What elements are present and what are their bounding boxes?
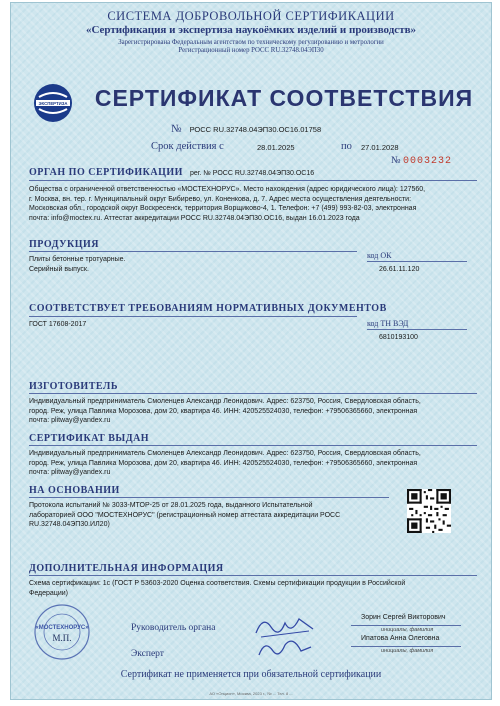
svg-text:М.П.: М.П.: [52, 633, 72, 643]
organ-line: Общества с ограниченной ответственностью «МОСТЕХНОРУС». Место нахождения (адрес юридического лица): 127560,: [29, 186, 426, 193]
expert-signature: [251, 629, 321, 665]
valid-to: 27.01.2028: [361, 143, 399, 152]
expert-label: Эксперт: [131, 649, 164, 659]
organ-details: [29, 185, 479, 223]
basis-details: [29, 501, 389, 530]
system-subtitle: «Сертификация и экспертиза наукоёмких изделий и производств»: [85, 24, 417, 36]
additional-line: Федерации): [29, 589, 68, 597]
signature-underline: [351, 646, 461, 647]
issued-to-line: город. Реж, улица Павлика Морозова, дом 20, квартира 46. ИНН: 420525524030, телефон: +79506365660, электронная: [29, 459, 418, 467]
expert-caption: инициалы, фамилия: [381, 648, 434, 654]
expertise-logo-icon: [33, 83, 73, 123]
printer-imprint: АО «Опцион», Москва, 2023 г., № ... Тел. 8 ...: [209, 691, 293, 696]
divider: [367, 261, 467, 262]
validity-label: Срок действия с: [151, 141, 224, 152]
footer-note: Сертификат не применяется при обязательной сертификации: [120, 669, 382, 680]
signature-underline: [351, 625, 461, 626]
head-name: Зорин Сергей Викторович: [361, 614, 446, 621]
issued-to-line: почта: plitway@yandex.ru: [29, 469, 111, 477]
organ-line: Московская обл., городской округ Воскресенск, территория Ворщиково-4, 1. Телефон: +7 (499) 993-82-03, электронная: [29, 205, 417, 213]
additional-line: Схема сертификации: 1с (ГОСТ Р 53603-2020 Оценка соответствия. Схемы сертификации продукции в Российской: [29, 580, 406, 587]
serial-value: 0003232: [403, 156, 453, 167]
serial-number: [391, 155, 452, 167]
divider: [29, 251, 357, 252]
certificate-number-row: [171, 123, 321, 135]
tnved-value: 6810193100: [379, 334, 418, 341]
tnved-caption: код ТН ВЭД: [367, 319, 409, 328]
manufacturer-section-title: ИЗГОТОВИТЕЛЬ: [29, 381, 118, 392]
manufacturer-line: почта: plitway@yandex.ru: [29, 417, 111, 425]
additional-details: [29, 579, 479, 598]
manufacturer-line: Индивидуальный предприниматель Смоленцев Александр Леонидович. Адрес: 623750, Россия, Свердловская область,: [29, 398, 421, 405]
organization-stamp: [33, 603, 91, 661]
organ-line: г. Москва, вн. тер. г. Муниципальный округ Бибирево, ул. Коненкова, д. 7. Адрес места осуществления деятельности:: [29, 195, 412, 203]
certificate-number: РОСС RU.32748.04ЭП30.ОС16.01758: [189, 125, 322, 134]
tnved-code-box: [367, 319, 418, 341]
svg-text:«МОСТЕХНОРУС»: «МОСТЕХНОРУС»: [35, 625, 89, 631]
okpd-caption: код ОК: [367, 251, 392, 260]
product-section-title: ПРОДУКЦИЯ: [29, 239, 99, 250]
divider: [29, 497, 389, 498]
okpd-value: 26.61.11.120: [379, 266, 420, 273]
issued-to-line: Индивидуальный предприниматель Смоленцев Александр Леонидович. Адрес: 623750, Россия, Свердловская область,: [29, 450, 421, 457]
registration-line: Зарегистрирована Федеральным агентством по техническому регулированию и метрологии: [118, 39, 384, 46]
product-details: [29, 255, 349, 274]
organ-section-title: [29, 167, 314, 178]
svg-text:ЭКСПЕРТИЗА: ЭКСПЕРТИЗА: [38, 101, 68, 106]
basis-section-title: НА ОСНОВАНИИ: [29, 485, 120, 496]
serial-symbol: №: [391, 155, 401, 166]
registration-number: Регистрационный номер РОСС RU.32748.04ЭП30: [178, 47, 324, 54]
organ-reg-number: рег. № РОСС RU.32748.04ЭП30.ОС16: [189, 170, 315, 177]
divider: [29, 445, 477, 446]
divider: [367, 329, 467, 330]
head-label: Руководитель органа: [131, 623, 216, 633]
issued-to-section-title: СЕРТИФИКАТ ВЫДАН: [29, 433, 150, 444]
expert-name: Ипатова Анна Олеговна: [361, 635, 440, 642]
basis-line: Протокола испытаний № 3033-МТОР-25 от 28.01.2025 года, выданного Испытательной: [29, 502, 313, 509]
valid-to-label: по: [341, 141, 352, 152]
organ-title: ОРГАН ПО СЕРТИФИКАЦИИ: [29, 167, 183, 178]
manufacturer-line: город. Реж, улица Павлика Морозова, дом 20, квартира 46. ИНН: 420525524030, телефон: +79506365660, электронная: [29, 407, 418, 415]
certificate-title: СЕРТИФИКАТ СООТВЕТСТВИЯ: [94, 85, 474, 111]
standard: ГОСТ 17608-2017: [29, 321, 87, 328]
basis-line: лабораторией ООО "МОСТЕХНОРУС" (регистрационный номер аттестата аккредитации РОСС: [29, 511, 341, 519]
okpd-code-box: [367, 251, 419, 273]
additional-section-title: ДОПОЛНИТЕЛЬНАЯ ИНФОРМАЦИЯ: [29, 563, 224, 574]
head-caption: инициалы, фамилия: [381, 627, 434, 633]
product-line: Плиты бетонные тротуарные.: [29, 256, 126, 263]
divider: [29, 180, 477, 181]
issued-to-details: [29, 449, 479, 478]
conformity-section-title: СООТВЕТСТВУЕТ ТРЕБОВАНИЯМ НОРМАТИВНЫХ ДОКУМЕНТОВ: [29, 303, 387, 314]
valid-from: 28.01.2025: [257, 143, 295, 152]
system-title: СИСТЕМА ДОБРОВОЛЬНОЙ СЕРТИФИКАЦИИ: [107, 9, 395, 23]
divider: [29, 575, 477, 576]
basis-line: RU.32748.04ЭП30.ИЛ20): [29, 521, 110, 529]
qr-code: [407, 489, 451, 533]
divider: [29, 316, 357, 317]
manufacturer-details: [29, 397, 479, 426]
certificate-sheet: [10, 2, 492, 700]
product-line: Серийный выпуск.: [29, 265, 89, 273]
number-symbol: №: [171, 123, 182, 135]
organ-line: почта: info@moctex.ru. Аттестат аккредитации РОСС RU.32748.04ЭП30.ОС16, выдан 16.01.2023 года: [29, 214, 360, 222]
divider: [29, 393, 477, 394]
